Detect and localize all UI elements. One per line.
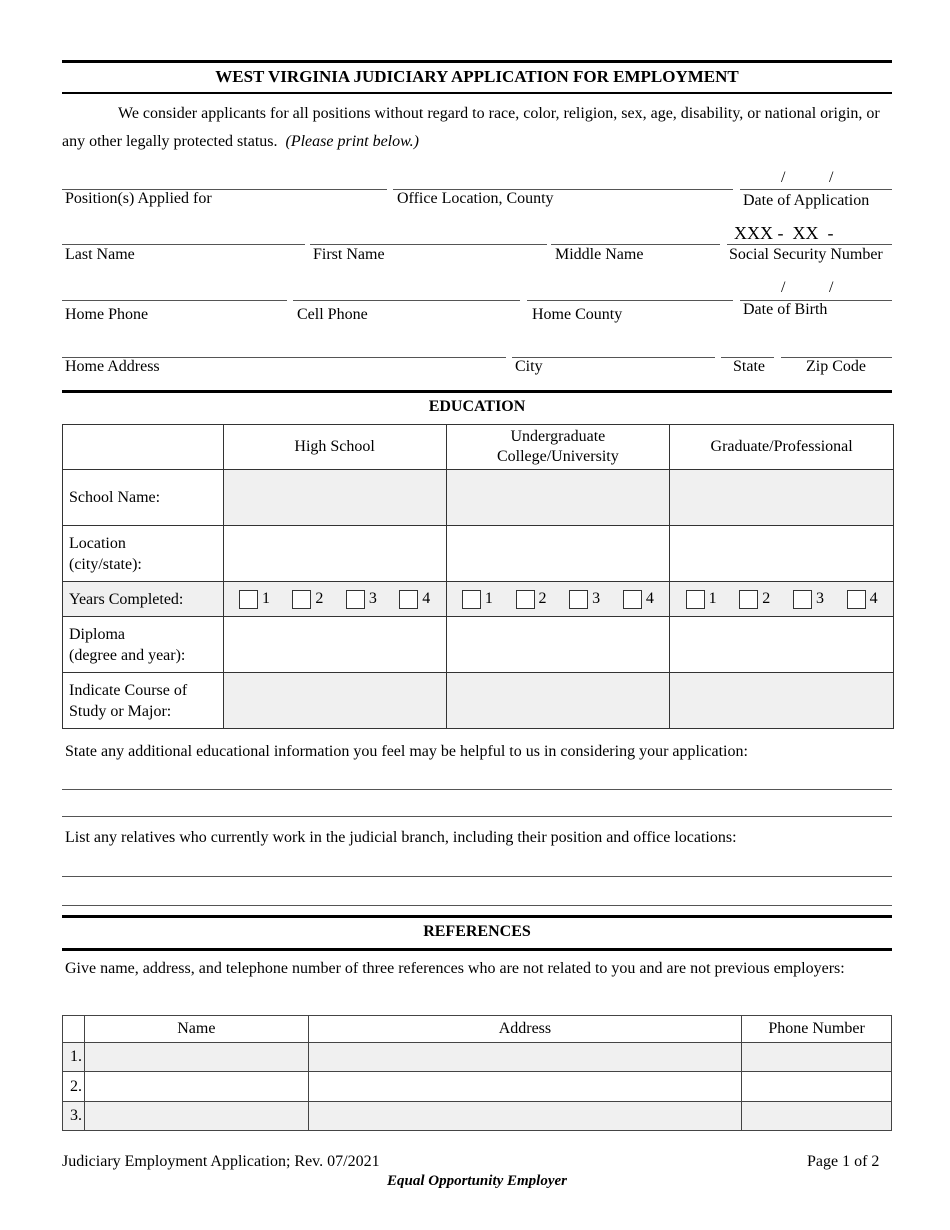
date-app-slash-2: / bbox=[829, 169, 834, 186]
col-undergraduate-line1: Undergraduate bbox=[510, 428, 606, 445]
checkbox-hs-4[interactable] bbox=[399, 590, 430, 609]
ref-1-name[interactable] bbox=[84, 1043, 308, 1072]
position-label: Position(s) Applied for bbox=[65, 190, 212, 207]
course-label-line2: Study or Major: bbox=[69, 702, 172, 720]
references-bottom-rule bbox=[62, 948, 892, 951]
diploma-ug[interactable] bbox=[446, 617, 670, 673]
date-application-field[interactable] bbox=[740, 189, 892, 190]
relatives-line-2[interactable] bbox=[62, 905, 892, 906]
state-label: State bbox=[733, 358, 765, 375]
page-title: WEST VIRGINIA JUDICIARY APPLICATION FOR EMPLOYMENT bbox=[215, 67, 739, 86]
top-rule bbox=[62, 60, 892, 63]
ref-col-address: Address bbox=[308, 1016, 741, 1043]
col-graduate: Graduate/Professional bbox=[670, 425, 894, 470]
relatives-line-1[interactable] bbox=[62, 876, 892, 877]
location-label bbox=[63, 526, 224, 582]
footer-revision: Judiciary Employment Application; Rev. 07/2021 bbox=[62, 1153, 380, 1170]
checkbox-label: 2 bbox=[538, 590, 547, 607]
additional-info-line-2[interactable] bbox=[62, 816, 892, 817]
checkbox-ug-4[interactable] bbox=[623, 590, 654, 609]
course-grad[interactable] bbox=[670, 673, 894, 729]
dob-label: Date of Birth bbox=[743, 301, 828, 318]
education-heading: EDUCATION bbox=[428, 398, 526, 415]
diploma-label-line1: Diploma bbox=[69, 625, 125, 643]
ref-2-name[interactable] bbox=[84, 1072, 308, 1102]
checkbox-label: 1 bbox=[708, 590, 717, 607]
checkbox-label: 3 bbox=[368, 590, 377, 607]
last-name-label: Last Name bbox=[65, 246, 135, 263]
checkbox-label: 3 bbox=[815, 590, 824, 607]
course-hs[interactable] bbox=[223, 673, 446, 729]
first-name-field[interactable] bbox=[310, 244, 547, 245]
education-rule bbox=[62, 390, 892, 393]
location-label-line1: Location bbox=[69, 534, 126, 552]
last-name-field[interactable] bbox=[62, 244, 305, 245]
checkbox-label: 2 bbox=[762, 590, 771, 607]
date-app-slash-1: / bbox=[781, 169, 786, 186]
references-table bbox=[62, 1015, 892, 1131]
course-ug[interactable] bbox=[446, 673, 670, 729]
ssn-label: Social Security Number bbox=[729, 246, 883, 263]
ref-3-address[interactable] bbox=[308, 1102, 741, 1131]
additional-info-prompt: State any additional educational information you feel may be helpful to us in considering your application: bbox=[65, 743, 748, 760]
edu-corner-cell bbox=[63, 425, 224, 470]
checkbox-label: 4 bbox=[869, 590, 878, 607]
school-name-grad[interactable] bbox=[670, 470, 894, 526]
diploma-hs[interactable] bbox=[223, 617, 446, 673]
footer-eoe: Equal Opportunity Employer bbox=[386, 1173, 568, 1189]
checkbox-ug-1[interactable] bbox=[462, 590, 493, 609]
checkbox-label: 4 bbox=[422, 590, 431, 607]
checkbox-hs-3[interactable] bbox=[346, 590, 377, 609]
checkbox-hs-1[interactable] bbox=[239, 590, 270, 609]
office-label: Office Location, County bbox=[397, 190, 554, 207]
footer-page-number: Page 1 of 2 bbox=[807, 1153, 880, 1170]
location-hs[interactable] bbox=[223, 526, 446, 582]
checkbox-grad-1[interactable] bbox=[686, 590, 717, 609]
checkbox-label: 4 bbox=[645, 590, 654, 607]
school-name-label: School Name: bbox=[63, 470, 224, 526]
ref-2-address[interactable] bbox=[308, 1072, 741, 1102]
intro-paragraph bbox=[62, 100, 892, 156]
middle-name-label: Middle Name bbox=[555, 246, 644, 263]
years-grad bbox=[670, 582, 894, 617]
ref-corner-cell bbox=[63, 1016, 85, 1043]
checkbox-ug-3[interactable] bbox=[569, 590, 600, 609]
ref-1-address[interactable] bbox=[308, 1043, 741, 1072]
intro-text: We consider applicants for all positions without regard to race, color, religion, sex, age, disability, or national origin, or any other legally protected status. bbox=[62, 105, 880, 150]
home-phone-label: Home Phone bbox=[65, 306, 149, 323]
ref-3-phone[interactable] bbox=[742, 1102, 892, 1131]
checkbox-label: 3 bbox=[592, 590, 601, 607]
ref-1-phone[interactable] bbox=[742, 1043, 892, 1072]
middle-name-field[interactable] bbox=[551, 244, 720, 245]
years-hs bbox=[223, 582, 446, 617]
col-high-school: High School bbox=[223, 425, 446, 470]
city-label: City bbox=[515, 358, 543, 375]
ssn-prefix: XXX - XX - bbox=[734, 223, 834, 243]
diploma-label bbox=[63, 617, 224, 673]
checkbox-label: 1 bbox=[261, 590, 270, 607]
location-ug[interactable] bbox=[446, 526, 670, 582]
cell-phone-field[interactable] bbox=[293, 300, 520, 301]
home-county-field[interactable] bbox=[527, 300, 733, 301]
diploma-label-line2: (degree and year): bbox=[69, 646, 186, 664]
ref-col-name: Name bbox=[84, 1016, 308, 1043]
title-bottom-rule bbox=[62, 92, 892, 94]
home-address-label: Home Address bbox=[65, 358, 160, 375]
course-label-line1: Indicate Course of bbox=[69, 681, 188, 699]
school-name-ug[interactable] bbox=[446, 470, 670, 526]
dob-slash-2: / bbox=[829, 279, 834, 296]
diploma-grad[interactable] bbox=[670, 617, 894, 673]
location-grad[interactable] bbox=[670, 526, 894, 582]
col-undergraduate bbox=[446, 425, 670, 470]
checkbox-grad-4[interactable] bbox=[847, 590, 878, 609]
ref-row-number: 3. bbox=[63, 1102, 85, 1131]
education-table bbox=[62, 424, 894, 729]
references-heading: REFERENCES bbox=[423, 923, 531, 940]
ref-row-number: 1. bbox=[63, 1043, 85, 1072]
course-label bbox=[63, 673, 224, 729]
zip-label: Zip Code bbox=[806, 358, 866, 375]
checkbox-grad-3[interactable] bbox=[793, 590, 824, 609]
ref-2-phone[interactable] bbox=[742, 1072, 892, 1102]
years-completed-label: Years Completed: bbox=[63, 582, 224, 617]
location-label-line2: (city/state): bbox=[69, 555, 142, 573]
years-ug bbox=[446, 582, 670, 617]
school-name-hs[interactable] bbox=[223, 470, 446, 526]
checkbox-grad-2[interactable] bbox=[739, 590, 770, 609]
ref-3-name[interactable] bbox=[84, 1102, 308, 1131]
ref-col-phone: Phone Number bbox=[742, 1016, 892, 1043]
date-application-label: Date of Application bbox=[743, 192, 870, 209]
intro-note: (Please print below.) bbox=[285, 133, 419, 150]
additional-info-line-1[interactable] bbox=[62, 789, 892, 790]
home-county-label: Home County bbox=[532, 306, 623, 323]
checkbox-hs-2[interactable] bbox=[292, 590, 323, 609]
references-top-rule bbox=[62, 915, 892, 918]
home-phone-field[interactable] bbox=[62, 300, 287, 301]
checkbox-label: 2 bbox=[315, 590, 324, 607]
ssn-field[interactable] bbox=[727, 244, 892, 245]
ref-row-number: 2. bbox=[63, 1072, 85, 1102]
references-prompt: Give name, address, and telephone number of three references who are not related to you and are not previous employers: bbox=[65, 960, 845, 977]
relatives-prompt: List any relatives who currently work in the judicial branch, including their position and office locations: bbox=[65, 829, 737, 846]
dob-slash-1: / bbox=[781, 279, 786, 296]
checkbox-label: 1 bbox=[484, 590, 493, 607]
col-undergraduate-line2: College/University bbox=[496, 448, 619, 465]
checkbox-ug-2[interactable] bbox=[516, 590, 547, 609]
cell-phone-label: Cell Phone bbox=[297, 306, 368, 323]
first-name-label: First Name bbox=[313, 246, 385, 263]
